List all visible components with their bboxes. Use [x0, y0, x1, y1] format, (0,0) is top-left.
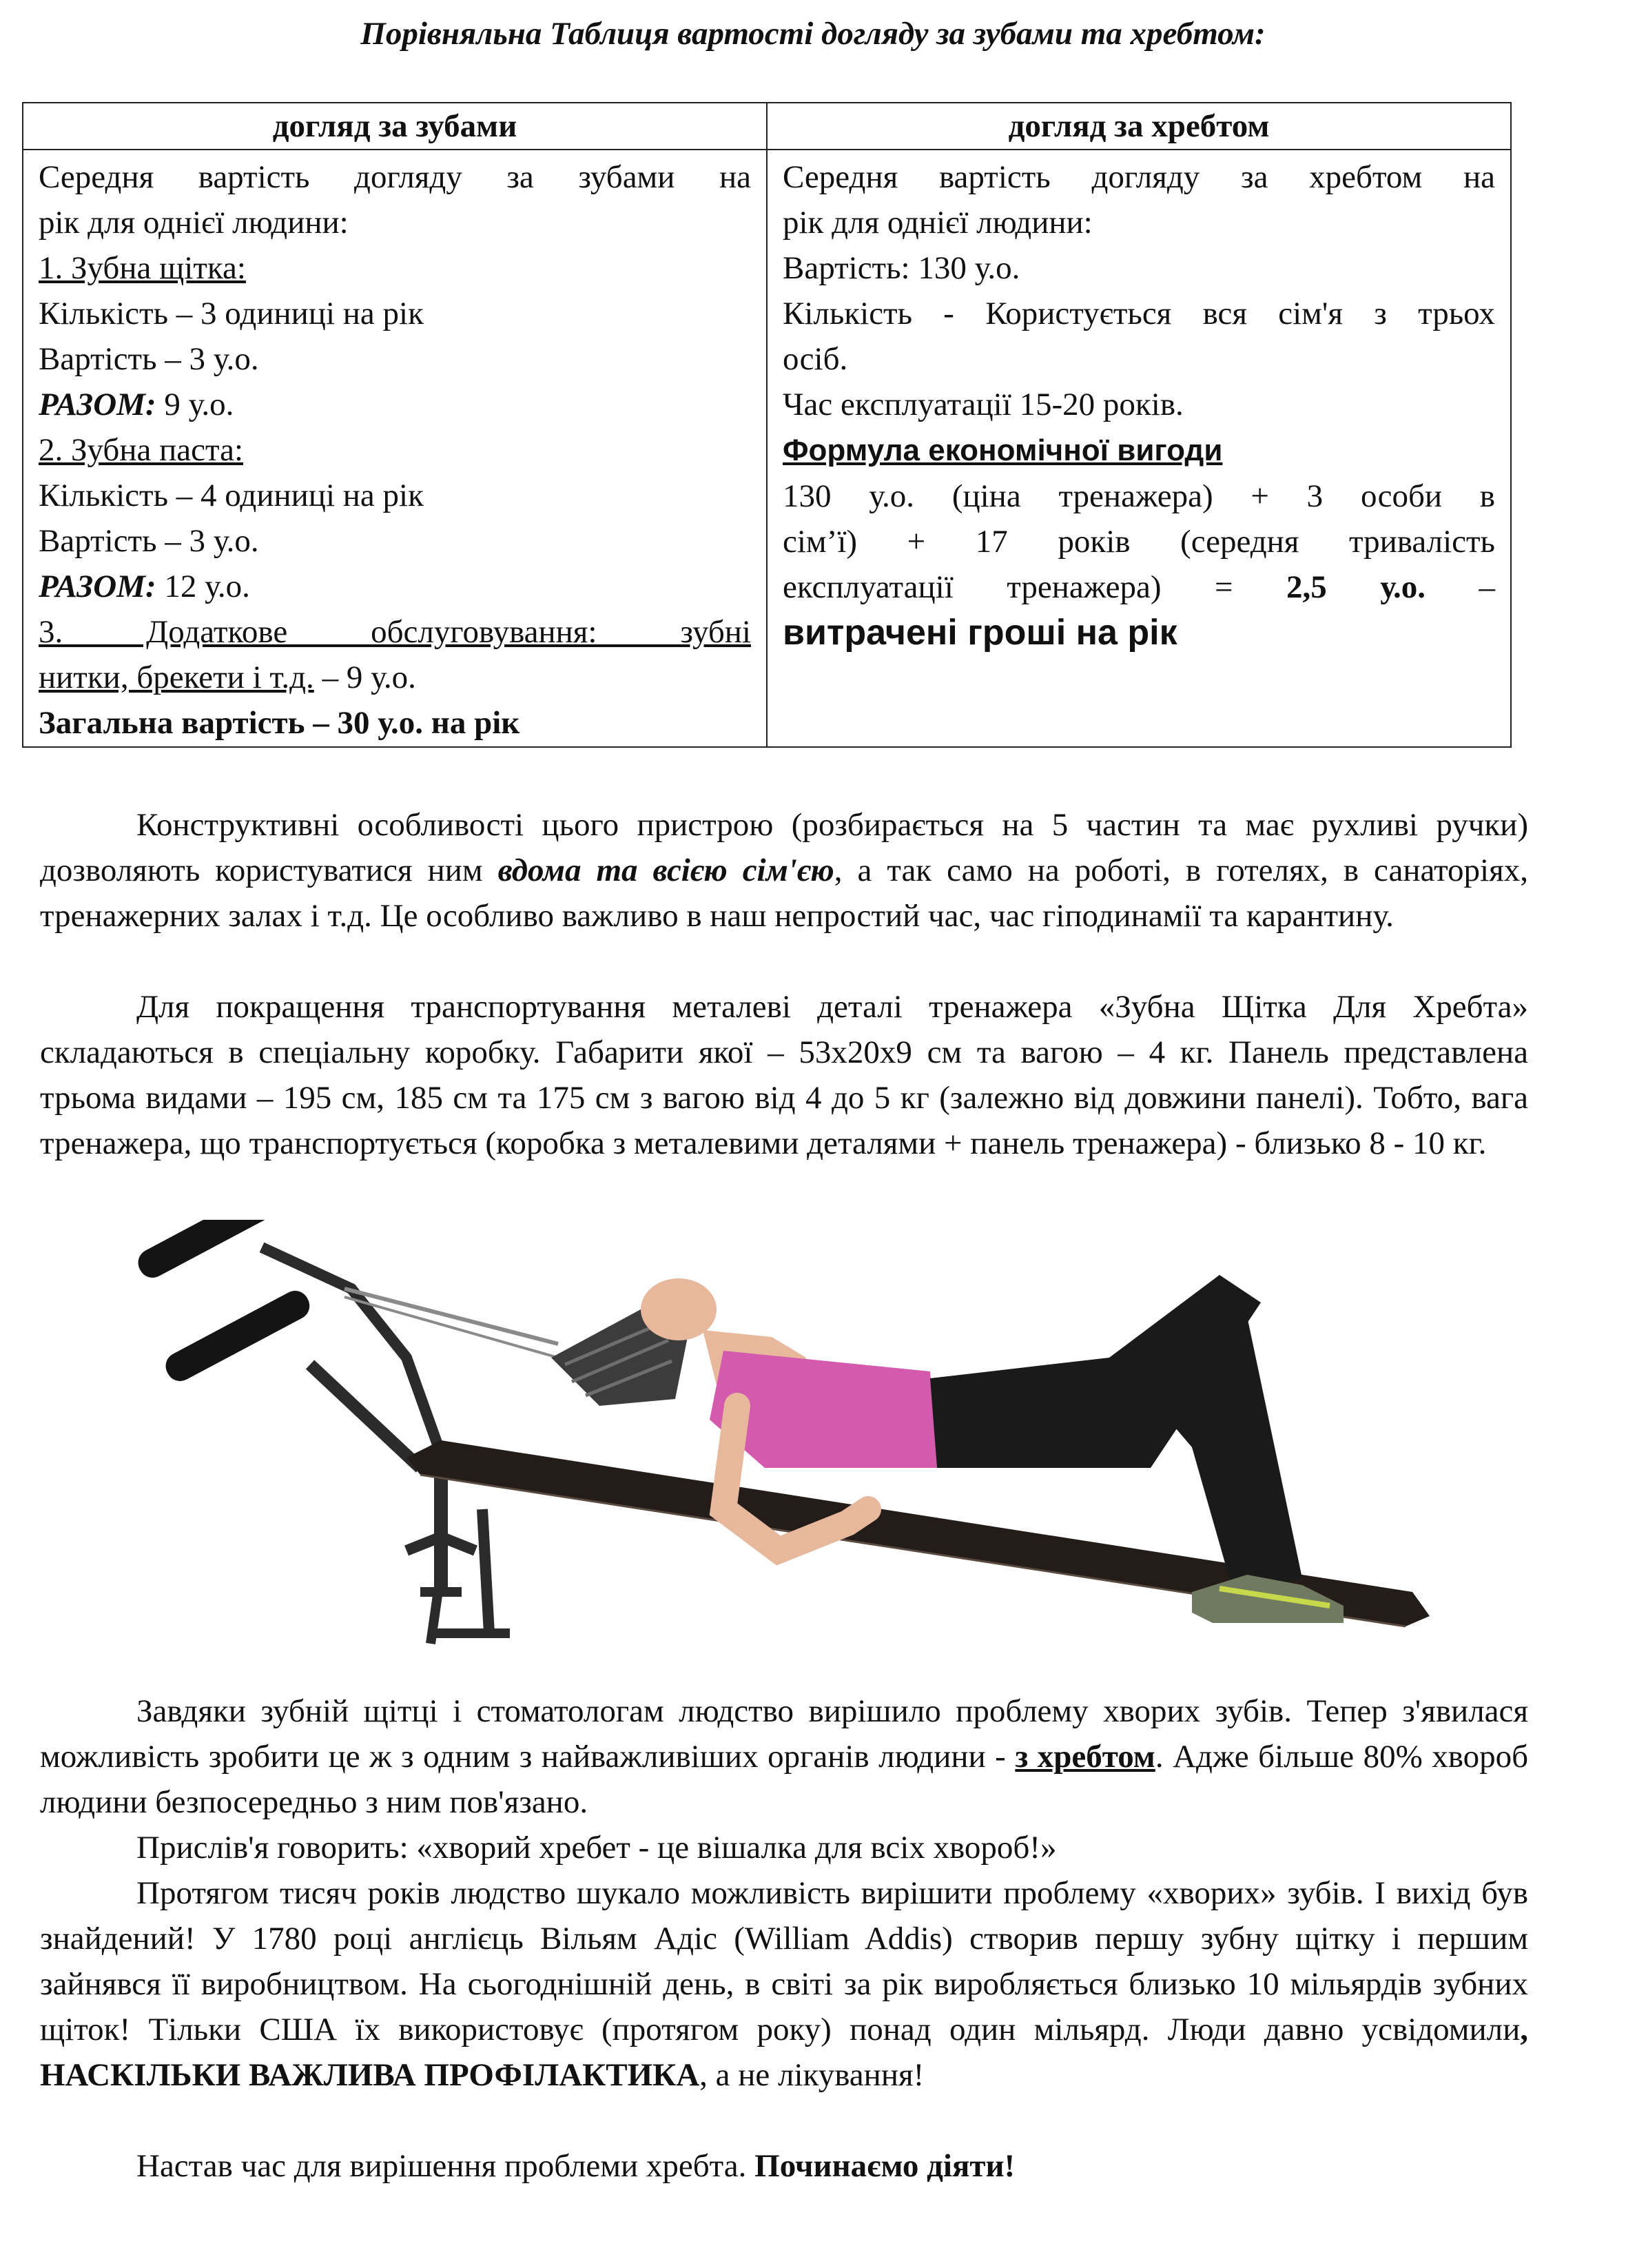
extra-service-line1: 3. Додаткове обслуговування: зубні: [39, 614, 751, 650]
spine-cost: Вартість: 130 у.о.: [783, 250, 1020, 286]
extra-service-line2: нитки, брекети і т.д.: [39, 660, 314, 695]
paragraph-cta-emphasis: Починаємо діяти!: [754, 2148, 1016, 2184]
teeth-intro-line2: рік для однієї людини:: [39, 205, 349, 241]
toothbrush-cost: Вартість – 3 у.о.: [39, 341, 259, 377]
spine-qty-line2: осіб.: [783, 341, 848, 377]
spine-qty-line1: Кількість - Користується вся сім'я з трьох: [783, 296, 1495, 331]
page-title: Порівняльна Таблиця вартості догляду за зубами та хребтом:: [360, 16, 1266, 52]
teeth-cell: [23, 150, 767, 747]
paragraph-history: [40, 1870, 1528, 2098]
formula-line1: 130 у.о. (ціна тренажера) + 3 особи в: [783, 478, 1495, 514]
formula-conclusion: витрачені гроші на рік: [783, 613, 1177, 653]
paragraph-history-text: Протягом тисяч років людство шукало можливість вирішити проблему «хворих» зубів. І вихід був знайдений! У 1780 році англієць Вільям Адіс (William Addis) створив першу зубну щітку і першим зайнявся її виробництвом. На сьогоднішній день, в світі за рік виробляється близько 10 мільярдів зубних щіток! Тільки США їх використовує (протягом року) понад один мільярд. Люди давно усвідомили: [40, 1875, 1528, 2047]
toothbrush-total-value: 9 у.о.: [156, 387, 234, 422]
paragraph-design-text-end: , а так само на роботі, в готелях, в санаторіях, тренажерних залах і т.д. Це особливо важливо в наш непростий час, час гіподинамії та карантину.: [40, 852, 1528, 934]
formula-result: 2,5 у.о.: [1286, 569, 1426, 605]
toothbrush-heading: 1. Зубна щітка:: [39, 250, 246, 286]
exercise-photo: [117, 1220, 1468, 1668]
spine-column-header: догляд за хребтом: [767, 103, 1511, 150]
person-figure: [641, 1275, 1344, 1623]
comparison-table: [22, 102, 1512, 748]
grand-total-dash: –: [305, 705, 338, 741]
formula-dash: –: [1426, 569, 1496, 605]
paragraph-analogy-emphasis: з хребтом: [1015, 1739, 1155, 1775]
paragraph-cta-text: Настав час для вирішення проблеми хребта.: [136, 2148, 755, 2184]
paragraph-toothbrush-analogy: [40, 1688, 1528, 1825]
grand-total-label: Загальна вартість: [39, 705, 305, 741]
paragraph-design-emphasis: вдома та всією сім'єю: [497, 852, 834, 888]
paragraph-analogy-text-end: . Адже більше 80% хвороб людини безпосередньо з ним пов'язано.: [40, 1739, 1529, 1820]
toothpaste-qty: Кількість – 4 одиниці на рік: [39, 478, 424, 513]
paragraph-proverb: Прислів'я говорить: «хворий хребет - це вішалка для всіх хвороб!»: [136, 1830, 1057, 1866]
spine-intro-line1: Середня вартість догляду за хребтом на: [783, 159, 1495, 195]
spine-lifetime: Час експлуатації 15-20 років.: [783, 387, 1184, 422]
formula-heading: Формула економічної вигоди: [783, 433, 1223, 467]
toothpaste-total-value: 12 у.о.: [156, 569, 250, 604]
paragraph-history-text-end: , а не лікування!: [699, 2057, 925, 2093]
teeth-column-header: догляд за зубами: [23, 103, 767, 150]
grand-total-value: 30 у.о. на рік: [337, 705, 520, 741]
toothpaste-heading: 2. Зубна паста:: [39, 432, 244, 468]
extra-service-cost: – 9 у.о.: [313, 660, 416, 695]
table-row: [23, 150, 1511, 747]
spine-cell: [767, 150, 1511, 747]
paragraph-analogy-text: Завдяки зубній щітці і стоматологам людство вирішило проблему хворих зубів. Тепер з'явилася можливість зробити це ж з одним з найважливіших органів людини -: [40, 1693, 1528, 1775]
formula-line3: експлуатації тренажера) =: [783, 569, 1286, 605]
formula-line2: сім’ї) + 17 років (середня тривалість: [783, 524, 1495, 560]
table-header-row: [23, 103, 1511, 150]
handle-icon: [133, 1220, 314, 1386]
paragraph-transport: Для покращення транспортування металеві деталі тренажера «Зубна Щітка Для Хребта» складаються в спеціальну коробку. Габарити якої – 53х20х9 см та вагою – 4 кг. Панель представлена трьома видами – 195 см, 185 см та 175 см з вагою від 4 до 5 кг (залежно від довжини панелі). Тобто, вага тренажера, що транспортується (коробка з металевими деталями + панель тренажера) - близько 8 - 10 кг.: [40, 989, 1528, 1161]
paragraph-call-to-action: [40, 2143, 1528, 2189]
paragraph-design-text: Конструктивні особливості цього пристрою (розбирається на 5 частин та має рухливі ручки) дозволяють користуватися ним: [40, 807, 1528, 888]
paragraph-design: [40, 802, 1528, 939]
spine-intro-line2: рік для однієї людини:: [783, 205, 1093, 241]
toothbrush-qty: Кількість – 3 одиниці на рік: [39, 296, 424, 331]
paragraph-history-emphasis: , НАСКІЛЬКИ ВАЖЛИВА ПРОФІЛАКТИКА: [40, 2012, 1528, 2093]
toothpaste-cost: Вартість – 3 у.о.: [39, 523, 259, 559]
teeth-intro-line1: Середня вартість догляду за зубами на: [39, 159, 751, 195]
toothbrush-total-label: РАЗОМ:: [39, 387, 156, 422]
toothpaste-total-label: РАЗОМ:: [39, 569, 156, 604]
